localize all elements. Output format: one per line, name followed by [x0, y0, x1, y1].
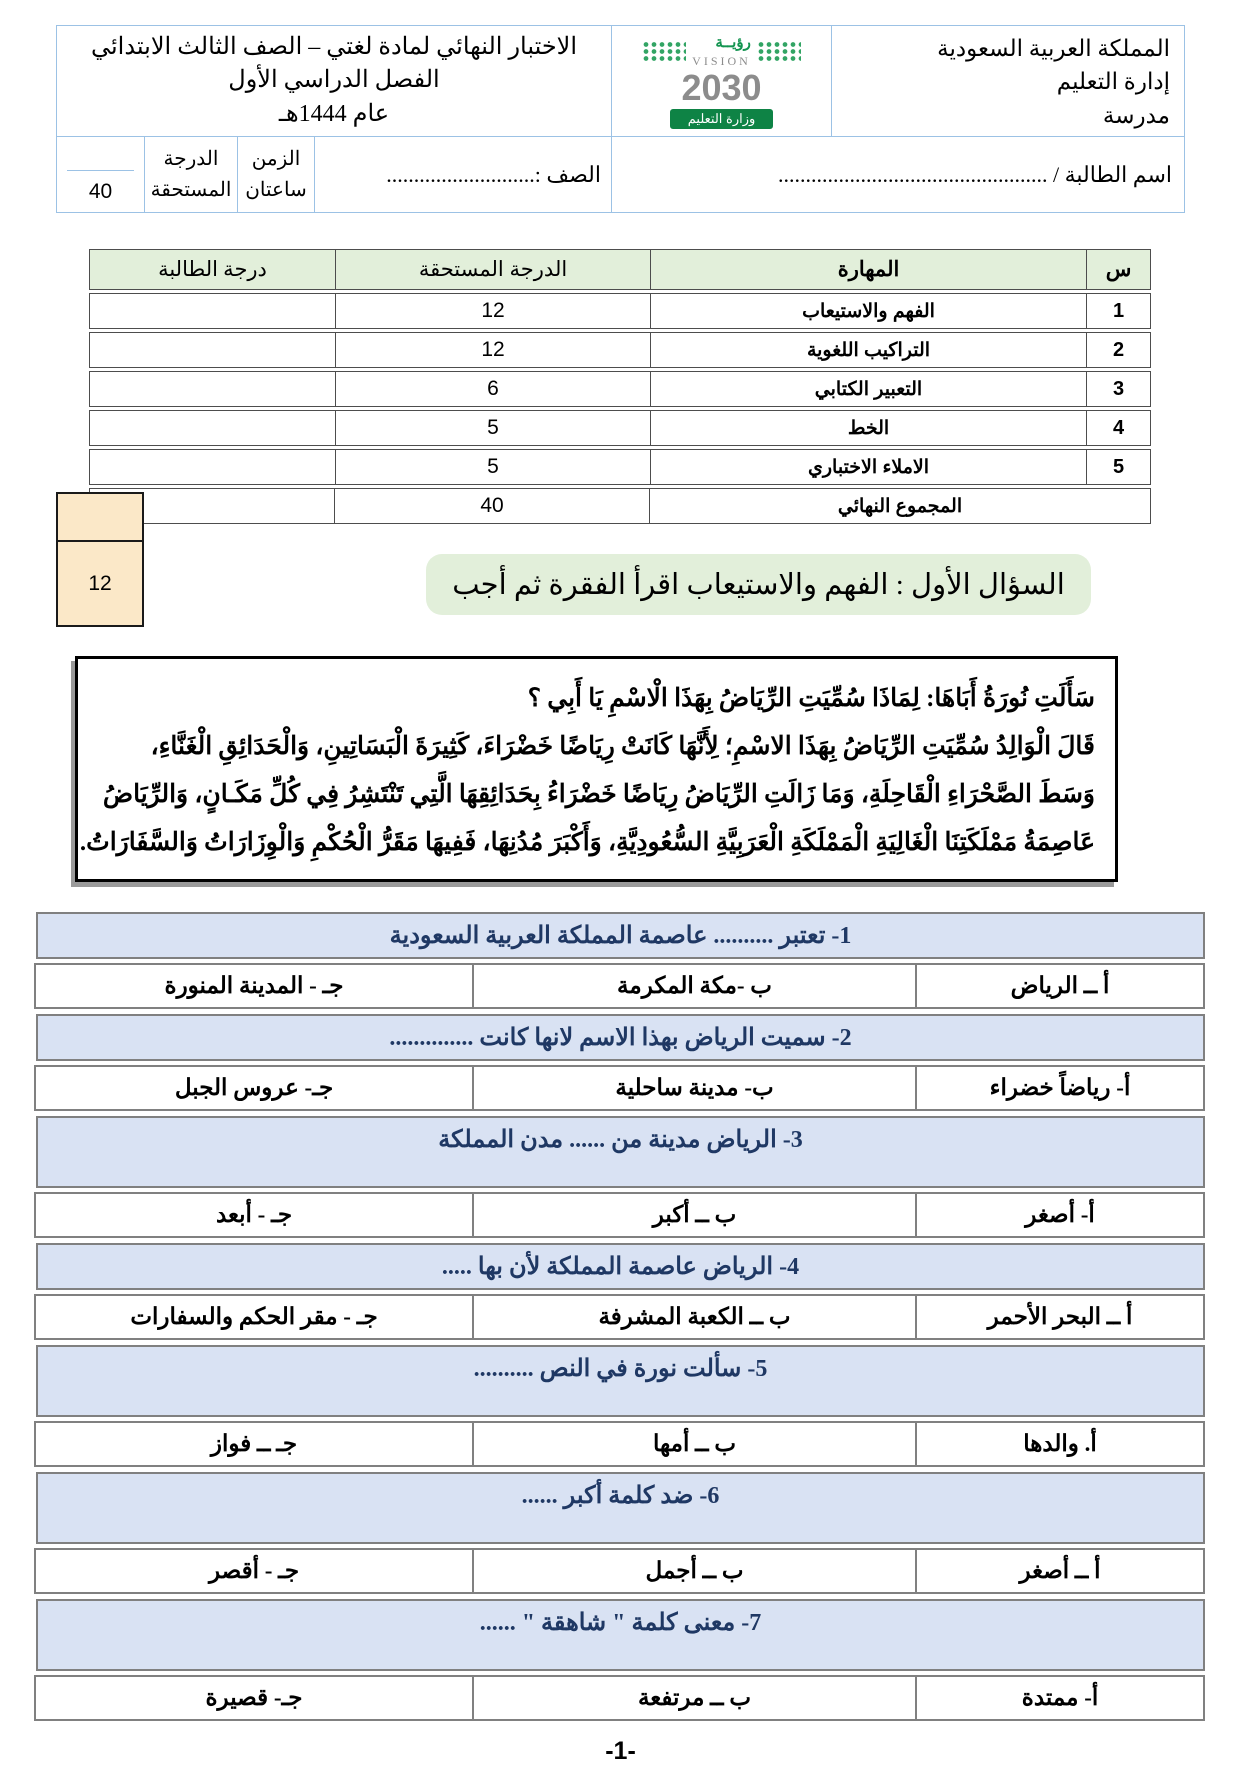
table-row: [90, 410, 1151, 446]
points-box: [56, 492, 144, 627]
table-row: [90, 371, 1151, 407]
skills-table: [90, 249, 1151, 524]
mcq-option-a: أ- ممتدة: [915, 1675, 1205, 1721]
mcq-item: [36, 1243, 1205, 1340]
mcq-option-b: ب ــ الكعبة المشرفة: [472, 1294, 917, 1340]
mcq-item: [36, 1599, 1205, 1721]
skill-student-grade-cell: [89, 410, 336, 446]
skills-table-body: [90, 293, 1151, 485]
points-value: 12: [88, 571, 112, 595]
ministry-line-country: المملكة العربية السعودية: [937, 36, 1170, 61]
header-bottom-row: [57, 136, 1184, 212]
mcq-option-b: ب ــ أجمل: [472, 1548, 917, 1594]
skill-student-grade-cell: [89, 449, 336, 485]
skill-number: 5: [1086, 449, 1151, 485]
skill-max-grade: 12: [335, 293, 651, 329]
logo-vision-arabic: رؤيــة: [715, 35, 751, 51]
skills-table-total-row: [90, 488, 1151, 524]
mcq-question-text: 4- الرياض عاصمة المملكة لأن بها .....: [36, 1243, 1205, 1290]
total-max-grade: 40: [334, 488, 650, 524]
grade-total-value: 40: [88, 179, 113, 203]
skill-name: الاملاء الاختباري: [650, 449, 1087, 485]
mcq-item: [36, 1014, 1205, 1111]
skill-name: التعبير الكتابي: [650, 371, 1087, 407]
skills-table-header: [90, 249, 1151, 290]
student-name-field: اسم الطالبة / .................................................: [611, 137, 1184, 212]
skill-name: التراكيب اللغوية: [650, 332, 1087, 368]
mcq-answers-row: [36, 963, 1205, 1009]
mcq-option-b: ب ــ أمها: [472, 1421, 917, 1467]
exam-time-label: الزمن ساعتان: [237, 137, 314, 212]
mcq-option-a: أ ــ البحر الأحمر: [915, 1294, 1205, 1340]
mcq-option-a: أ ــ الرياض: [915, 963, 1205, 1009]
skill-max-grade: 5: [335, 410, 651, 446]
logo-year-2030: 2030: [681, 67, 762, 108]
passage-line: عَاصِمَةُ مَمْلَكَتِنَا الْغَالِيَةِ الْمَمْلَكَةِ الْعَرَبِيَّةِ السُّعُودِيَّةِ، وَأَكْبَرَ مُدُنِهَا، فَفِيهَا مَقَرُّ الْحُكْمِ وَالْوِزَارَاتُ وَالسَّفَارَاتُ.: [79, 829, 1095, 856]
table-row: [90, 449, 1151, 485]
mcq-option-a: أ ــ أصغر: [915, 1548, 1205, 1594]
skill-max-grade: 5: [335, 449, 651, 485]
col-header-number: س: [1086, 249, 1151, 290]
logo-vision-english: VISION: [692, 54, 751, 68]
skill-name: الفهم والاستيعاب: [650, 293, 1087, 329]
mcq-answers-row: [36, 1065, 1205, 1111]
ministry-line-department: إدارة التعليم: [1056, 69, 1170, 95]
grade-value-cell: [57, 137, 144, 212]
mcq-question-text: 7- معنى كلمة " شاهقة " ......: [36, 1599, 1205, 1671]
mcq-table: [36, 912, 1205, 1721]
skill-max-grade: 12: [335, 332, 651, 368]
mcq-option-a: أ- أصغر: [915, 1192, 1205, 1238]
mcq-option-b: ب- مدينة ساحلية: [472, 1065, 917, 1111]
table-row: [90, 332, 1151, 368]
skill-max-grade: 6: [335, 371, 651, 407]
passage-line: وَسَطَ الصَّحْرَاءِ الْقَاحِلَةِ، وَمَا زَالَتِ الرِّيَاضُ رِيَاضًا خَضْرَاءُ بِحَدَائِقِهَا الَّتِي تَنْتَشِرُ فِي كُلِّ مَكَـانٍ، وَالرِّيَاضُ: [102, 781, 1095, 808]
skill-number: 1: [1086, 293, 1151, 329]
mcq-option-c: جـ - مقر الحكم والسفارات: [34, 1294, 474, 1340]
skill-number: 3: [1086, 371, 1151, 407]
col-header-max-grade: الدرجة المستحقة: [335, 249, 651, 290]
skill-student-grade-cell: [89, 293, 336, 329]
skill-number: 4: [1086, 410, 1151, 446]
grade-write-line: [67, 137, 134, 171]
mcq-question-text: 1- تعتبر .......... عاصمة المملكة العربية السعودية: [36, 912, 1205, 959]
mcq-item: [36, 1116, 1205, 1238]
mcq-option-c: جـ - المدينة المنورة: [34, 963, 474, 1009]
header-top-row: [57, 26, 1184, 136]
vision-2030-logo: [611, 26, 831, 136]
points-box-blank-cell: [58, 494, 142, 542]
exam-title: [57, 26, 611, 136]
mcq-question-text: 6- ضد كلمة أكبر ......: [36, 1472, 1205, 1544]
col-header-skill: المهارة: [650, 249, 1087, 290]
header-table: [56, 25, 1185, 213]
mcq-item: [36, 912, 1205, 1009]
mcq-option-c: جـ- قصيرة: [34, 1675, 474, 1721]
mcq-answers-row: [36, 1548, 1205, 1594]
class-field: الصف :...........................: [314, 137, 611, 212]
mcq-item: [36, 1472, 1205, 1594]
mcq-question-text: 2- سميت الرياض بهذا الاسم لانها كانت ..............: [36, 1014, 1205, 1061]
mcq-item: [36, 1345, 1205, 1467]
mcq-question-text: 5- سألت نورة في النص ..........: [36, 1345, 1205, 1417]
mcq-answers-row: [36, 1675, 1205, 1721]
question1-title-banner: السؤال الأول : الفهم والاستيعاب اقرأ الفقرة ثم أجب: [426, 554, 1091, 615]
mcq-option-c: جـ - أبعد: [34, 1192, 474, 1238]
mcq-answers-row: [36, 1192, 1205, 1238]
skill-student-grade-cell: [89, 371, 336, 407]
mcq-answers-row: [36, 1294, 1205, 1340]
ministry-line-school: مدرسة: [1102, 102, 1170, 128]
mcq-question-text: 3- الرياض مدينة من ...... مدن المملكة: [36, 1116, 1205, 1188]
skill-number: 2: [1086, 332, 1151, 368]
mcq-option-a: أ- رياضاً خضراء: [915, 1065, 1205, 1111]
mcq-option-c: جـ- عروس الجبل: [34, 1065, 474, 1111]
mcq-answers-row: [36, 1421, 1205, 1467]
dots-pattern-icon: [642, 41, 686, 63]
passage-line: سَأَلَتِ نُورَةُ أَبَاهَا: لِمَاذَا سُمِّيَتِ الرِّيَاضُ بِهَذَا الْاسْمِ يَا أَبِي ؟: [527, 685, 1095, 712]
question1-heading-section: [0, 538, 1241, 656]
exam-title-line: عام 1444هـ: [278, 100, 390, 127]
mcq-option-c: جـ - أقصر: [34, 1548, 474, 1594]
mcq-option-b: ب ــ مرتفعة: [472, 1675, 917, 1721]
page-number: -1-: [605, 1737, 636, 1765]
passage-line: قَالَ الْوَالِدُ سُمِّيَتِ الرِّيَاضُ بِهَذَا الاسْمِ؛ لِأَنَّهَا كَانَتْ رِيَاضًا خَضْرَاءَ، كَثِيرَةَ الْبَسَاتِينِ، وَالْحَدَائِقِ الْغَنَّاءِ،: [150, 733, 1095, 760]
mcq-option-b: ب ــ أكبر: [472, 1192, 917, 1238]
exam-title-line: الاختبار النهائي لمادة لغتي – الصف الثالث الابتدائي: [90, 33, 578, 60]
skill-student-grade-cell: [89, 332, 336, 368]
dots-pattern-icon: [757, 41, 801, 63]
mcq-option-a: أ. والدها: [915, 1421, 1205, 1467]
skill-name: الخط: [650, 410, 1087, 446]
reading-passage: [75, 656, 1118, 882]
col-header-student-grade: درجة الطالبة: [89, 249, 336, 290]
table-row: [90, 293, 1151, 329]
ministry-info: [831, 26, 1184, 136]
ministry-of-education-banner: وزارة التعليم: [670, 109, 774, 129]
mcq-option-b: ب -مكة المكرمة: [472, 963, 917, 1009]
exam-title-line: الفصل الدراسي الأول: [228, 67, 440, 94]
total-label: المجموع النهائي: [649, 488, 1151, 524]
mcq-option-c: جـ ــ فواز: [34, 1421, 474, 1467]
grade-label: الدرجة المستحقة: [144, 137, 237, 212]
